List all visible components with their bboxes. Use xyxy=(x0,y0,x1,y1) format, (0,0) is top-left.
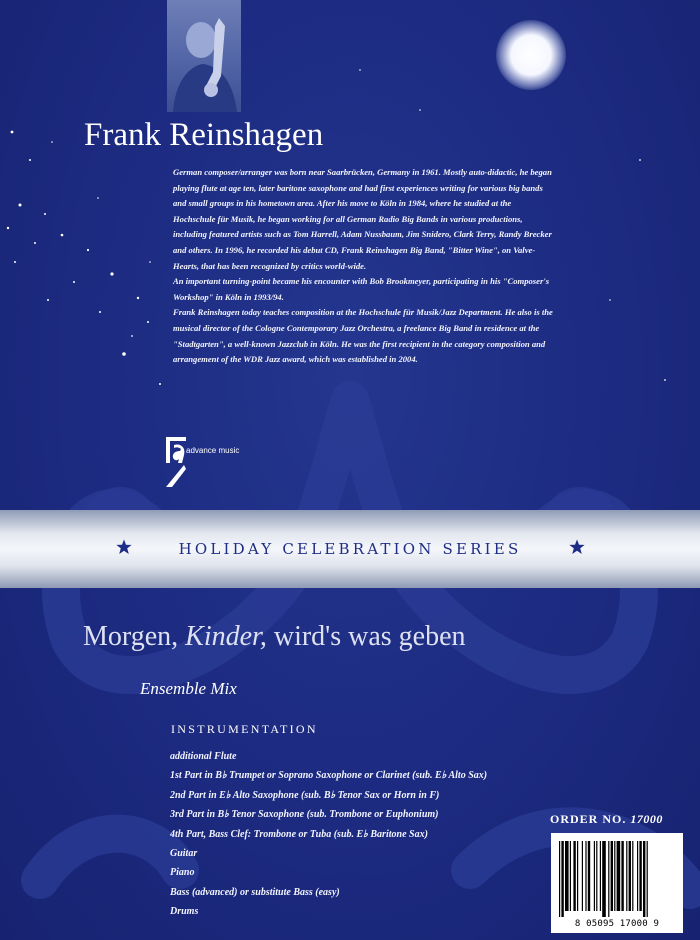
instrumentation-heading: INSTRUMENTATION xyxy=(171,722,318,736)
barcode-bar xyxy=(565,841,569,911)
barcode-bar xyxy=(585,841,586,911)
list-item: 2nd Part in E♭ Alto Saxophone (sub. B♭ Tenor Sax or Horn in F) xyxy=(170,789,440,801)
order-number xyxy=(550,812,663,827)
barcode-bar xyxy=(643,841,645,917)
barcode-bar xyxy=(632,841,633,911)
composer-bio xyxy=(173,165,553,368)
barcode-bar xyxy=(561,841,563,917)
barcode-bar xyxy=(559,841,560,917)
song-subtitle: Ensemble Mix xyxy=(140,679,237,698)
song-title-part: wird's was geben xyxy=(266,621,466,652)
barcode-bar xyxy=(647,841,648,917)
list-item: 3rd Part in B♭ Tenor Saxophone (sub. Trombone or Euphonium) xyxy=(170,809,439,821)
barcode-digits: 8 05095 17000 9 xyxy=(574,919,660,929)
barcode-bar xyxy=(626,841,627,911)
barcode-bar xyxy=(639,841,641,911)
series-title: HOLIDAY CELEBRATION SERIES xyxy=(178,540,522,558)
barcode-bar xyxy=(614,841,615,911)
bio-paragraph: Frank Reinshagen today teaches composition at the Hochschule für Musik/Jazz Department. He also is the musical director of the Cologne Contemporary Jazz Orchestra, a freelance Big Band in residence at the "Stadtgarten", a well-known Jazzclub in Köln. He was the first recipient in the category composition and arrangement of the WDR Jazz award, which was established in 2004. xyxy=(173,307,553,365)
list-item: 4th Part, Bass Clef: Trombone or Tuba (sub. E♭ Baritone Sax) xyxy=(170,828,428,840)
barcode-bar xyxy=(596,841,597,911)
song-title xyxy=(83,621,466,653)
order-value: 17000 xyxy=(630,812,663,826)
barcode-bars xyxy=(557,841,677,917)
list-item: 1st Part in B♭ Trumpet or Soprano Saxophone or Clarinet (sub. E♭ Alto Sax) xyxy=(170,770,488,782)
barcode-bar xyxy=(608,841,609,917)
order-label: ORDER NO. xyxy=(550,812,631,826)
barcode-bar xyxy=(582,841,583,911)
barcode-bar xyxy=(600,841,601,911)
barcode-bar xyxy=(611,841,613,911)
composer-photo xyxy=(167,0,241,112)
barcode-bar xyxy=(588,841,590,911)
list-item: Piano xyxy=(170,867,195,879)
publisher-name: advance music xyxy=(186,446,240,455)
barcode xyxy=(551,833,683,933)
barcode-bar xyxy=(594,841,595,911)
instrumentation-list xyxy=(170,747,487,922)
barcode-bar xyxy=(577,841,578,911)
bio-paragraph: An important turning-point became his encounter with Bob Brookmeyer, participating in his "Composer's Workshop" in Köln in 1993/94. xyxy=(173,276,550,302)
bio-paragraph: German composer/arranger was born near Saarbrücken, Germany in 1961. Mostly auto-didactic, he began playing flute at age ten, later baritone saxophone and had first experiences writing for various big bands and small groups in his hometown area. After his move to Köln in 1984, where he studied at the Hochschule für Musik, he began working for all German Radio Big Bands in various productions, including featured artists such as Tom Harrell, Adam Nussbaum, Jim Snidero, Clark Terry, Randy Brecker and others. In 1996, he recorded his debut CD, Frank Reinshagen Big Band, "Bitter Wine", on Valve-Hearts, that has been recognized by critics world-wide. xyxy=(173,167,552,271)
barcode-bar xyxy=(621,841,623,911)
list-item: additional Flute xyxy=(170,751,237,762)
barcode-bar xyxy=(617,841,621,911)
barcode-bar xyxy=(573,841,575,911)
song-title-italic: Kinder, xyxy=(185,621,267,652)
barcode-bar xyxy=(637,841,638,911)
list-item: Bass (advanced) or substitute Bass (easy) xyxy=(170,886,340,898)
list-item: Drums xyxy=(170,906,199,918)
list-item: Guitar xyxy=(170,848,198,860)
barcode-bar xyxy=(629,841,631,911)
barcode-bar xyxy=(602,841,606,917)
composer-name: Frank Reinshagen xyxy=(84,117,324,153)
barcode-bar xyxy=(570,841,571,911)
song-title-part: Morgen, xyxy=(83,621,186,652)
